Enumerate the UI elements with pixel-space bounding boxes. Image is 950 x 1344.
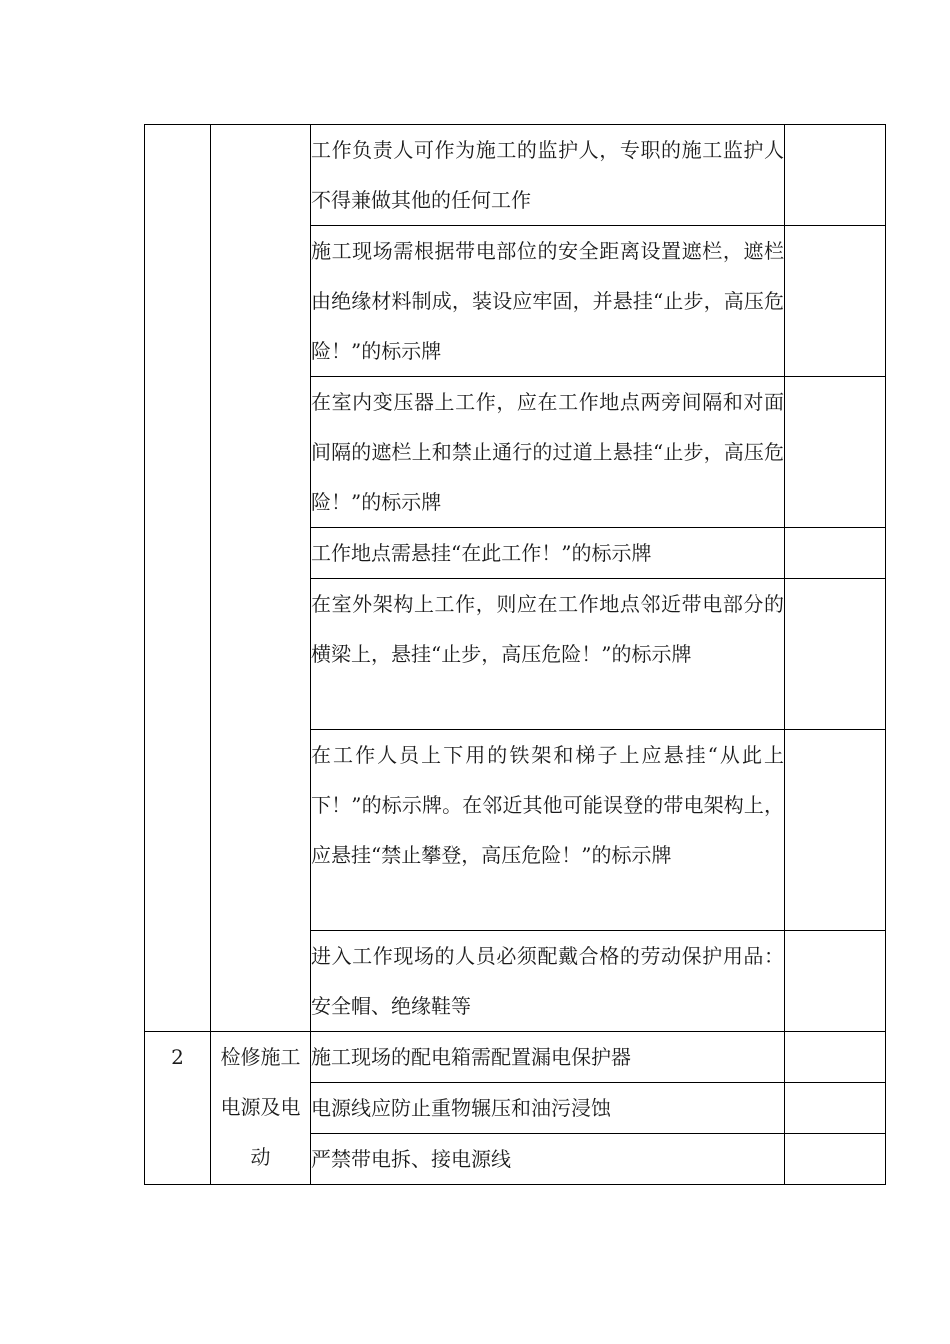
content-cell: 施工现场需根据带电部位的安全距离设置遮栏，遮栏由绝缘材料制成，装设应牢固，并悬挂“止步，高压危险！”的标示牌	[311, 226, 785, 377]
check-cell[interactable]	[785, 579, 886, 730]
section-item-label: 检修施工电源及电动	[211, 1032, 311, 1185]
content-cell: 严禁带电拆、接电源线	[311, 1134, 785, 1185]
content-cell: 在室外架构上工作，则应在工作地点邻近带电部分的横梁上，悬挂“止步，高压危险！”的标示牌	[311, 579, 785, 730]
check-cell[interactable]	[785, 377, 886, 528]
table-row	[145, 1032, 886, 1083]
content-cell: 在室内变压器上工作，应在工作地点两旁间隔和对面间隔的遮栏上和禁止通行的过道上悬挂“止步，高压危险！”的标示牌	[311, 377, 785, 528]
content-cell: 电源线应防止重物辗压和油污浸蚀	[311, 1083, 785, 1134]
safety-checklist-table	[144, 124, 886, 1185]
content-cell: 在工作人员上下用的铁架和梯子上应悬挂“从此上下！”的标示牌。在邻近其他可能误登的带电架构上，应悬挂“禁止攀登，高压危险！”的标示牌	[311, 730, 785, 931]
table-row	[145, 125, 886, 226]
content-cell: 工作地点需悬挂“在此工作！”的标示牌	[311, 528, 785, 579]
check-cell[interactable]	[785, 125, 886, 226]
content-cell: 工作负责人可作为施工的监护人，专职的施工监护人不得兼做其他的任何工作	[311, 125, 785, 226]
check-cell[interactable]	[785, 1134, 886, 1185]
check-cell[interactable]	[785, 226, 886, 377]
content-cell: 施工现场的配电箱需配置漏电保护器	[311, 1032, 785, 1083]
content-cell: 进入工作现场的人员必须配戴合格的劳动保护用品：安全帽、绝缘鞋等	[311, 931, 785, 1032]
check-cell[interactable]	[785, 1083, 886, 1134]
number-cell-empty	[145, 125, 211, 1032]
check-cell[interactable]	[785, 730, 886, 931]
check-cell[interactable]	[785, 528, 886, 579]
check-cell[interactable]	[785, 931, 886, 1032]
section-number: 2	[145, 1032, 211, 1185]
check-cell[interactable]	[785, 1032, 886, 1083]
item-cell-empty	[211, 125, 311, 1032]
